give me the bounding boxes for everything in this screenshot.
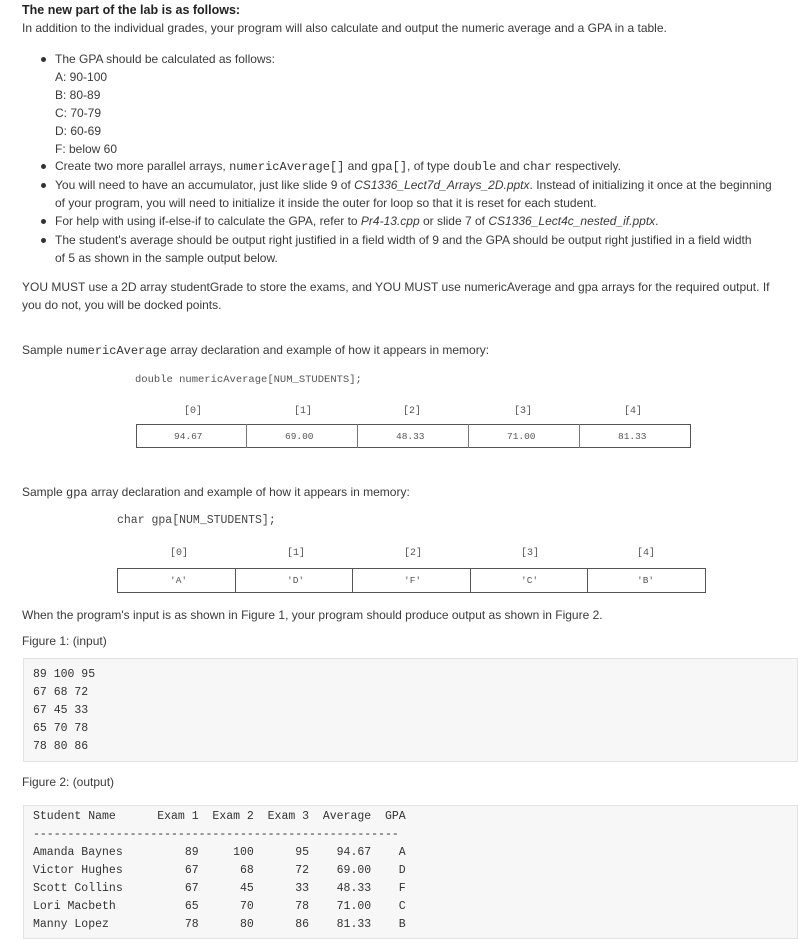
code-numeric-average: numericAverage xyxy=(66,344,167,358)
output-row: Lori Macbeth 65 70 78 71.00 C xyxy=(33,900,406,913)
bullet-accumulator-line2: of your program, you will need to initialize it inside the outer for loop so that it is reset for each student. xyxy=(55,196,597,210)
code-gpa: gpa[] xyxy=(371,160,408,174)
output-row: Scott Collins 67 45 33 48.33 F xyxy=(33,882,406,895)
figure1-input-box xyxy=(23,658,798,762)
text: . Instead of initializing it once at the beginning xyxy=(529,178,772,192)
gpa-index: [3] xyxy=(521,548,540,559)
cell-divider xyxy=(352,568,353,593)
gpa-declaration: char gpa[NUM_STUDENTS]; xyxy=(117,514,276,527)
text: . xyxy=(655,214,659,228)
numeric-value: 81.33 xyxy=(618,431,647,442)
bullet-accumulator-line1 xyxy=(55,178,772,192)
gpa-intro: The GPA should be calculated as follows: xyxy=(55,52,275,66)
input-line: 78 80 86 xyxy=(33,740,89,753)
cell-divider xyxy=(579,424,580,448)
numeric-index: [0] xyxy=(184,406,203,417)
input-line: 67 45 33 xyxy=(33,704,89,717)
grade-b: B: 80-89 xyxy=(55,88,101,102)
text: Sample xyxy=(22,485,63,499)
bullet-justification-line2: of 5 as shown in the sample output below. xyxy=(55,251,278,265)
gpa-index: [2] xyxy=(404,548,423,559)
gpa-value: 'A' xyxy=(170,575,188,586)
grade-c: C: 70-79 xyxy=(55,106,102,120)
cell-divider xyxy=(587,568,588,593)
bullet-dot xyxy=(41,164,46,169)
figure2-label: Figure 2: (output) xyxy=(22,775,115,789)
text: array declaration and example of how it appears in memory: xyxy=(90,485,410,499)
cell-divider xyxy=(470,568,471,593)
output-row: Manny Lopez 78 80 86 81.33 B xyxy=(33,918,406,931)
grade-d: D: 60-69 xyxy=(55,124,102,138)
text: and xyxy=(347,159,368,173)
output-row: Victor Hughes 67 68 72 69.00 D xyxy=(33,864,406,877)
text: , of type xyxy=(407,159,450,173)
output-row: Amanda Baynes 89 100 95 94.67 A xyxy=(33,846,406,859)
cell-divider xyxy=(357,424,358,448)
figure1-label: Figure 1: (input) xyxy=(22,634,107,648)
text: and xyxy=(499,159,520,173)
gpa-value: 'D' xyxy=(287,575,305,586)
code-gpa: gpa xyxy=(66,486,88,500)
code-double: double xyxy=(453,160,497,174)
bullet-dot xyxy=(41,57,46,62)
bullet-dot xyxy=(41,238,46,243)
bullet-dot xyxy=(41,183,46,188)
numeric-value: 71.00 xyxy=(507,431,536,442)
numeric-index: [2] xyxy=(403,406,422,417)
sample-numeric-caption xyxy=(22,343,489,358)
numeric-index: [3] xyxy=(514,406,533,417)
gpa-index: [1] xyxy=(287,548,306,559)
numeric-value: 48.33 xyxy=(396,431,425,442)
gpa-index: [0] xyxy=(170,548,189,559)
numeric-index: [4] xyxy=(624,406,643,417)
numeric-declaration: double numericAverage[NUM_STUDENTS]; xyxy=(135,374,362,386)
text: Create two more parallel arrays, xyxy=(55,159,226,173)
input-line: 65 70 78 xyxy=(33,722,89,735)
text: You will need to have an accumulator, just like slide 9 of xyxy=(55,178,351,192)
cell-divider xyxy=(468,424,469,448)
numeric-value: 94.67 xyxy=(174,431,203,442)
grade-a: A: 90-100 xyxy=(55,70,108,84)
bullet-parallel-arrays xyxy=(55,159,621,174)
file-reference: Pr4-13.cpp xyxy=(360,214,420,228)
text: array declaration and example of how it appears in memory: xyxy=(170,343,490,357)
output-header: Student Name Exam 1 Exam 2 Exam 3 Average GPA xyxy=(33,810,406,823)
output-rule: ----------------------------------------------------- xyxy=(33,828,399,841)
text: or slide 7 of xyxy=(422,214,486,228)
text: respectively. xyxy=(555,159,621,173)
text: For help with using if-else-if to calculate the GPA, refer to xyxy=(55,214,358,228)
bullet-if-else xyxy=(55,214,659,228)
file-reference: CS1336_Lect7d_Arrays_2D.pptx xyxy=(354,178,530,192)
gpa-value: 'F' xyxy=(404,575,422,586)
numeric-index: [1] xyxy=(294,406,313,417)
text: Sample xyxy=(22,343,63,357)
section-heading: The new part of the lab is as follows: xyxy=(22,3,241,17)
sample-gpa-caption xyxy=(22,485,410,500)
cell-divider xyxy=(235,568,236,593)
gpa-value: 'C' xyxy=(521,575,539,586)
input-line: 67 68 72 xyxy=(33,686,89,699)
must-use-line2: you do not, you will be docked points. xyxy=(22,298,222,312)
gpa-index: [4] xyxy=(637,548,656,559)
grade-f: F: below 60 xyxy=(55,142,118,156)
bullet-justification-line1: The student's average should be output right justified in a field width of 9 and the GPA should be output right justified in a field width xyxy=(55,233,752,247)
input-line: 89 100 95 xyxy=(33,668,96,681)
file-reference: CS1336_Lect4c_nested_if.pptx xyxy=(488,214,656,228)
code-numeric-average: numericAverage[] xyxy=(229,160,345,174)
cell-divider xyxy=(246,424,247,448)
must-use-line1: YOU MUST use a 2D array studentGrade to store the exams, and YOU MUST use numericAverage and gpa arrays for the required output. If xyxy=(22,280,770,294)
code-char: char xyxy=(523,160,552,174)
numeric-value: 69.00 xyxy=(285,431,314,442)
intro-text: In addition to the individual grades, your program will also calculate and output the numeric average and a GPA in a table. xyxy=(22,21,667,35)
when-text: When the program's input is as shown in Figure 1, your program should produce output as shown in Figure 2. xyxy=(22,608,603,622)
gpa-value: 'B' xyxy=(637,575,655,586)
bullet-dot xyxy=(41,219,46,224)
